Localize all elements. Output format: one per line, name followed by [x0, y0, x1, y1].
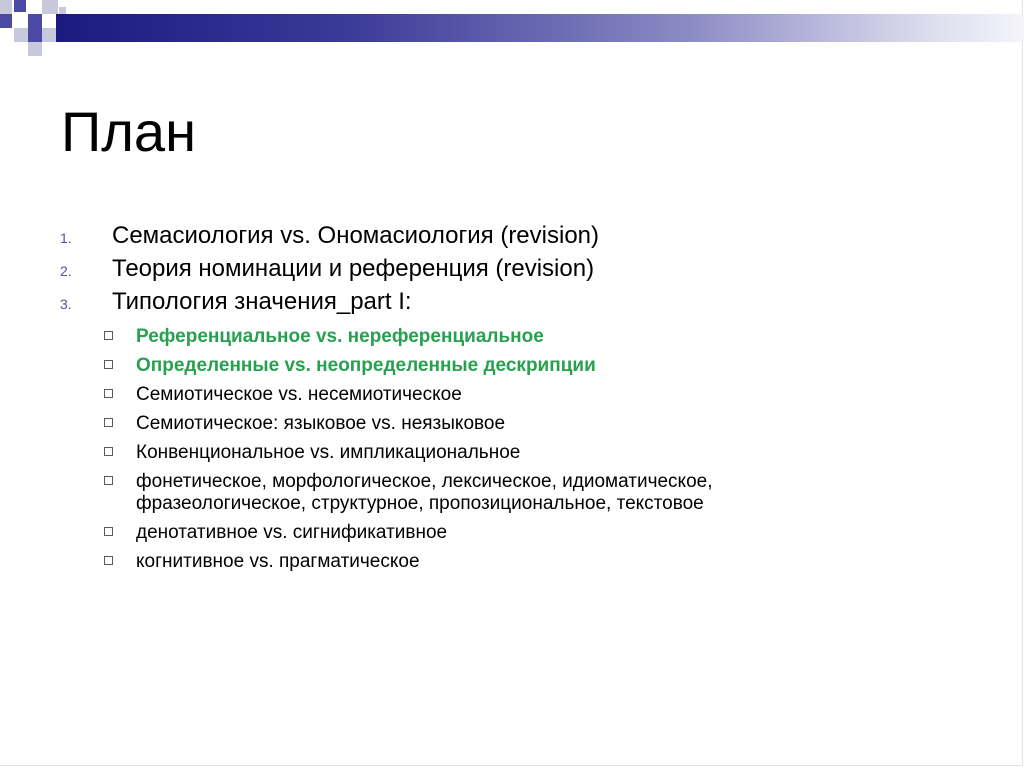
decor-square [14, 0, 26, 12]
item-text: Теория номинации и референция (revision) [112, 255, 595, 282]
decor-square [59, 7, 66, 14]
sub-item [104, 326, 1004, 348]
numbered-item [60, 288, 980, 321]
decor-square [28, 28, 42, 42]
sub-item [104, 384, 1004, 406]
sub-item [104, 551, 1004, 573]
hollow-square-bullet-icon [104, 331, 113, 340]
header-gradient-bar [56, 14, 1024, 42]
hollow-square-bullet-icon [104, 418, 113, 427]
decor-square [42, 0, 58, 14]
hollow-square-bullet-icon [104, 556, 113, 565]
sub-item [104, 413, 1004, 435]
decor-square [14, 28, 28, 42]
numbered-item [60, 255, 980, 288]
item-text: Семасиология vs. Ономасиология (revision) [112, 222, 600, 249]
sub-item-text: когнитивное vs. прагматическое [136, 551, 420, 572]
hollow-square-bullet-icon [104, 360, 113, 369]
item-number: 1. [60, 230, 72, 246]
hollow-square-bullet-icon [104, 527, 113, 536]
sub-item-text: Определенные vs. неопределенные дескрипции [136, 355, 596, 376]
item-number: 2. [60, 263, 72, 279]
decor-square [28, 14, 42, 28]
numbered-list [60, 222, 980, 321]
hollow-square-bullet-icon [104, 389, 113, 398]
sub-list [104, 326, 1004, 580]
sub-item-text: Референциальное vs. нереференциальное [136, 326, 544, 347]
decor-square [42, 28, 56, 42]
decor-square [0, 14, 12, 28]
decor-square [28, 42, 42, 56]
slide-title: План [61, 100, 196, 163]
sub-item-text: денотативное vs. сигнификативное [136, 522, 448, 543]
item-number: 3. [60, 296, 72, 312]
decor-square [0, 0, 12, 14]
sub-item [104, 471, 1004, 515]
sub-item-text: Конвенциональное vs. импликациональное [136, 442, 521, 463]
sub-item [104, 522, 1004, 544]
sub-item [104, 355, 1004, 377]
sub-item [104, 442, 1004, 464]
hollow-square-bullet-icon [104, 447, 113, 456]
hollow-square-bullet-icon [104, 476, 113, 485]
sub-item-text: Семиотическое: языковое vs. неязыковое [136, 413, 506, 434]
sub-item-line: фразеологическое, структурное, пропозициональное, текстовое [136, 493, 704, 514]
sub-item-line: фонетическое, морфологическое, лексическое, идиоматическое, [136, 471, 713, 492]
sub-item-text: Семиотическое vs. несемиотическое [136, 384, 462, 405]
sub-item-text [136, 471, 713, 515]
numbered-item [60, 222, 980, 255]
item-text: Типология значения_part I: [112, 288, 412, 315]
